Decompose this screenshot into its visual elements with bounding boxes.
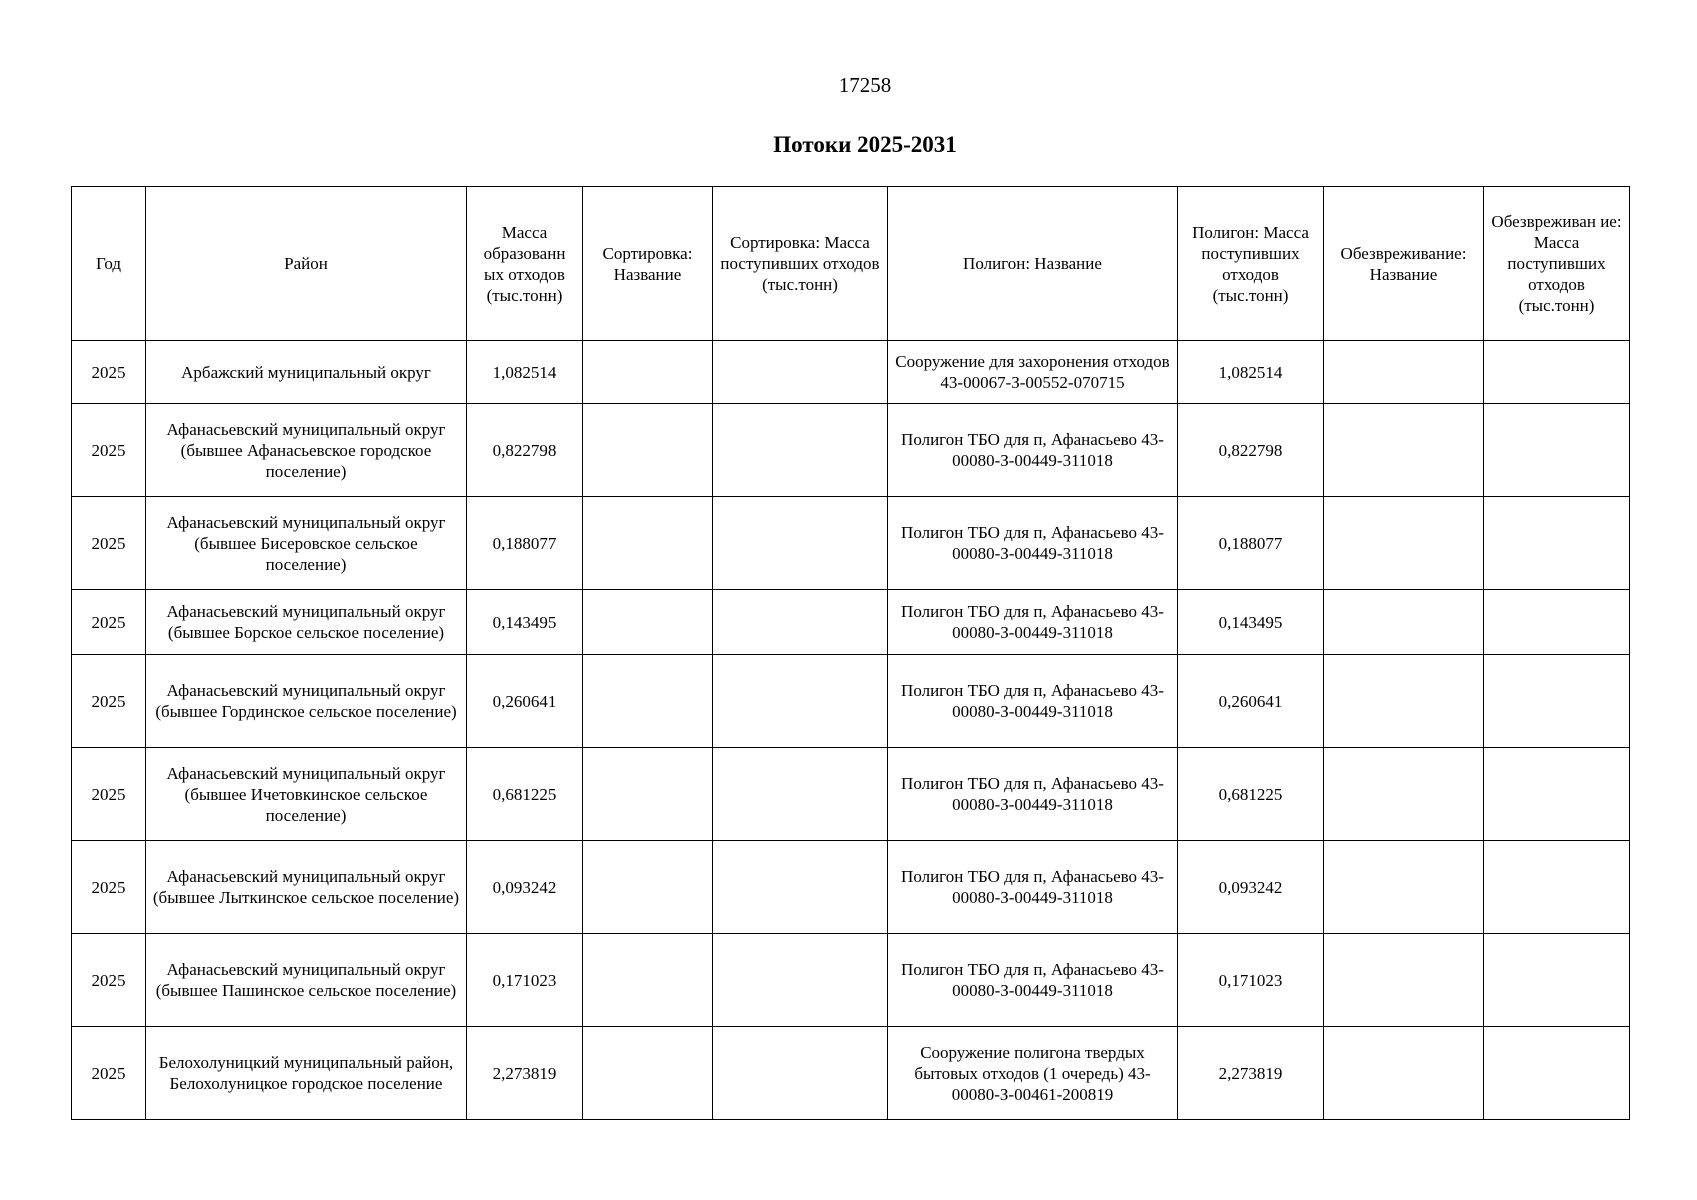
table-row xyxy=(72,341,1630,404)
header-sorting-mass: Сортировка: Масса поступивших отходов (тыс.тонн) xyxy=(713,187,888,341)
cell-neutralization-name xyxy=(1324,934,1484,1027)
cell-district: Афанасьевский муниципальный округ (бывшее Пашинское сельское поселение) xyxy=(146,934,467,1027)
table-row xyxy=(72,497,1630,590)
cell-sorting-name xyxy=(583,404,713,497)
table-row xyxy=(72,934,1630,1027)
cell-neutralization-name xyxy=(1324,1027,1484,1120)
cell-neutralization-name xyxy=(1324,841,1484,934)
cell-neutralization-name xyxy=(1324,590,1484,655)
cell-sorting-name xyxy=(583,934,713,1027)
header-generated-mass: Масса образованн ых отходов (тыс.тонн) xyxy=(467,187,583,341)
header-landfill-mass: Полигон: Масса поступивших отходов (тыс.тонн) xyxy=(1178,187,1324,341)
cell-sorting-name xyxy=(583,590,713,655)
cell-neutralization-mass xyxy=(1484,404,1630,497)
cell-landfill-name: Полигон ТБО для п, Афанасьево 43-00080-З-00449-311018 xyxy=(888,655,1178,748)
cell-landfill-mass: 2,273819 xyxy=(1178,1027,1324,1120)
cell-landfill-mass: 0,188077 xyxy=(1178,497,1324,590)
cell-district: Афанасьевский муниципальный округ (бывшее Ичетовкинское сельское поселение) xyxy=(146,748,467,841)
cell-sorting-mass xyxy=(713,655,888,748)
cell-year: 2025 xyxy=(72,934,146,1027)
cell-neutralization-mass xyxy=(1484,841,1630,934)
cell-district: Афанасьевский муниципальный округ (бывшее Афанасьевское городское поселение) xyxy=(146,404,467,497)
cell-sorting-mass xyxy=(713,934,888,1027)
table-row xyxy=(72,404,1630,497)
cell-year: 2025 xyxy=(72,497,146,590)
cell-neutralization-mass xyxy=(1484,590,1630,655)
header-neutralization-name: Обезвреживание: Название xyxy=(1324,187,1484,341)
cell-sorting-mass xyxy=(713,497,888,590)
cell-year: 2025 xyxy=(72,748,146,841)
cell-landfill-name: Сооружение полигона твердых бытовых отходов (1 очередь) 43-00080-З-00461-200819 xyxy=(888,1027,1178,1120)
cell-generated-mass: 1,082514 xyxy=(467,341,583,404)
cell-landfill-name: Полигон ТБО для п, Афанасьево 43-00080-З-00449-311018 xyxy=(888,497,1178,590)
cell-landfill-mass: 0,822798 xyxy=(1178,404,1324,497)
cell-landfill-name: Полигон ТБО для п, Афанасьево 43-00080-З-00449-311018 xyxy=(888,590,1178,655)
header-district: Район xyxy=(146,187,467,341)
cell-neutralization-name xyxy=(1324,497,1484,590)
waste-flows-table xyxy=(71,186,1630,1120)
cell-district: Афанасьевский муниципальный округ (бывшее Гординское сельское поселение) xyxy=(146,655,467,748)
cell-neutralization-mass xyxy=(1484,1027,1630,1120)
header-landfill-name: Полигон: Название xyxy=(888,187,1178,341)
cell-landfill-name: Полигон ТБО для п, Афанасьево 43-00080-З-00449-311018 xyxy=(888,841,1178,934)
cell-sorting-mass xyxy=(713,590,888,655)
table-row xyxy=(72,655,1630,748)
cell-sorting-name xyxy=(583,748,713,841)
header-sorting-name: Сортировка: Название xyxy=(583,187,713,341)
cell-generated-mass: 0,093242 xyxy=(467,841,583,934)
cell-neutralization-name xyxy=(1324,748,1484,841)
page-number: 17258 xyxy=(838,73,892,97)
cell-sorting-mass xyxy=(713,404,888,497)
cell-landfill-mass: 0,681225 xyxy=(1178,748,1324,841)
cell-sorting-name xyxy=(583,497,713,590)
cell-landfill-name: Полигон ТБО для п, Афанасьево 43-00080-З-00449-311018 xyxy=(888,748,1178,841)
cell-district: Арбажский муниципальный округ xyxy=(146,341,467,404)
table-header-row xyxy=(72,187,1630,341)
cell-district: Афанасьевский муниципальный округ (бывшее Бисеровское сельское поселение) xyxy=(146,497,467,590)
table-row xyxy=(72,748,1630,841)
table-row xyxy=(72,841,1630,934)
cell-district: Афанасьевский муниципальный округ (бывшее Лыткинское сельское поселение) xyxy=(146,841,467,934)
cell-sorting-mass xyxy=(713,748,888,841)
cell-landfill-mass: 0,171023 xyxy=(1178,934,1324,1027)
cell-landfill-mass: 0,260641 xyxy=(1178,655,1324,748)
cell-generated-mass: 0,188077 xyxy=(467,497,583,590)
cell-year: 2025 xyxy=(72,404,146,497)
cell-sorting-name xyxy=(583,841,713,934)
cell-year: 2025 xyxy=(72,655,146,748)
cell-sorting-name xyxy=(583,341,713,404)
cell-district: Белохолуницкий муниципальный район, Белохолуницкое городское поселение xyxy=(146,1027,467,1120)
cell-landfill-mass: 1,082514 xyxy=(1178,341,1324,404)
cell-year: 2025 xyxy=(72,1027,146,1120)
cell-generated-mass: 0,822798 xyxy=(467,404,583,497)
cell-landfill-name: Полигон ТБО для п, Афанасьево 43-00080-З-00449-311018 xyxy=(888,934,1178,1027)
cell-landfill-mass: 0,093242 xyxy=(1178,841,1324,934)
cell-generated-mass: 0,171023 xyxy=(467,934,583,1027)
header-neutralization-mass: Обезвреживан ие: Масса поступивших отходов (тыс.тонн) xyxy=(1484,187,1630,341)
cell-generated-mass: 2,273819 xyxy=(467,1027,583,1120)
cell-landfill-name: Полигон ТБО для п, Афанасьево 43-00080-З-00449-311018 xyxy=(888,404,1178,497)
cell-district: Афанасьевский муниципальный округ (бывшее Борское сельское поселение) xyxy=(146,590,467,655)
cell-neutralization-name xyxy=(1324,404,1484,497)
cell-generated-mass: 0,260641 xyxy=(467,655,583,748)
document-title: Потоки 2025-2031 xyxy=(773,132,957,157)
cell-neutralization-mass xyxy=(1484,934,1630,1027)
cell-generated-mass: 0,143495 xyxy=(467,590,583,655)
cell-neutralization-name xyxy=(1324,341,1484,404)
cell-neutralization-mass xyxy=(1484,655,1630,748)
cell-sorting-name xyxy=(583,655,713,748)
header-year: Год xyxy=(72,187,146,341)
cell-landfill-mass: 0,143495 xyxy=(1178,590,1324,655)
cell-generated-mass: 0,681225 xyxy=(467,748,583,841)
cell-year: 2025 xyxy=(72,841,146,934)
cell-neutralization-mass xyxy=(1484,748,1630,841)
cell-year: 2025 xyxy=(72,590,146,655)
cell-sorting-mass xyxy=(713,841,888,934)
cell-landfill-name: Сооружение для захоронения отходов 43-00067-З-00552-070715 xyxy=(888,341,1178,404)
cell-sorting-name xyxy=(583,1027,713,1120)
cell-sorting-mass xyxy=(713,1027,888,1120)
cell-neutralization-mass xyxy=(1484,497,1630,590)
table-row xyxy=(72,590,1630,655)
cell-sorting-mass xyxy=(713,341,888,404)
cell-year: 2025 xyxy=(72,341,146,404)
cell-neutralization-name xyxy=(1324,655,1484,748)
cell-neutralization-mass xyxy=(1484,341,1630,404)
table-row xyxy=(72,1027,1630,1120)
